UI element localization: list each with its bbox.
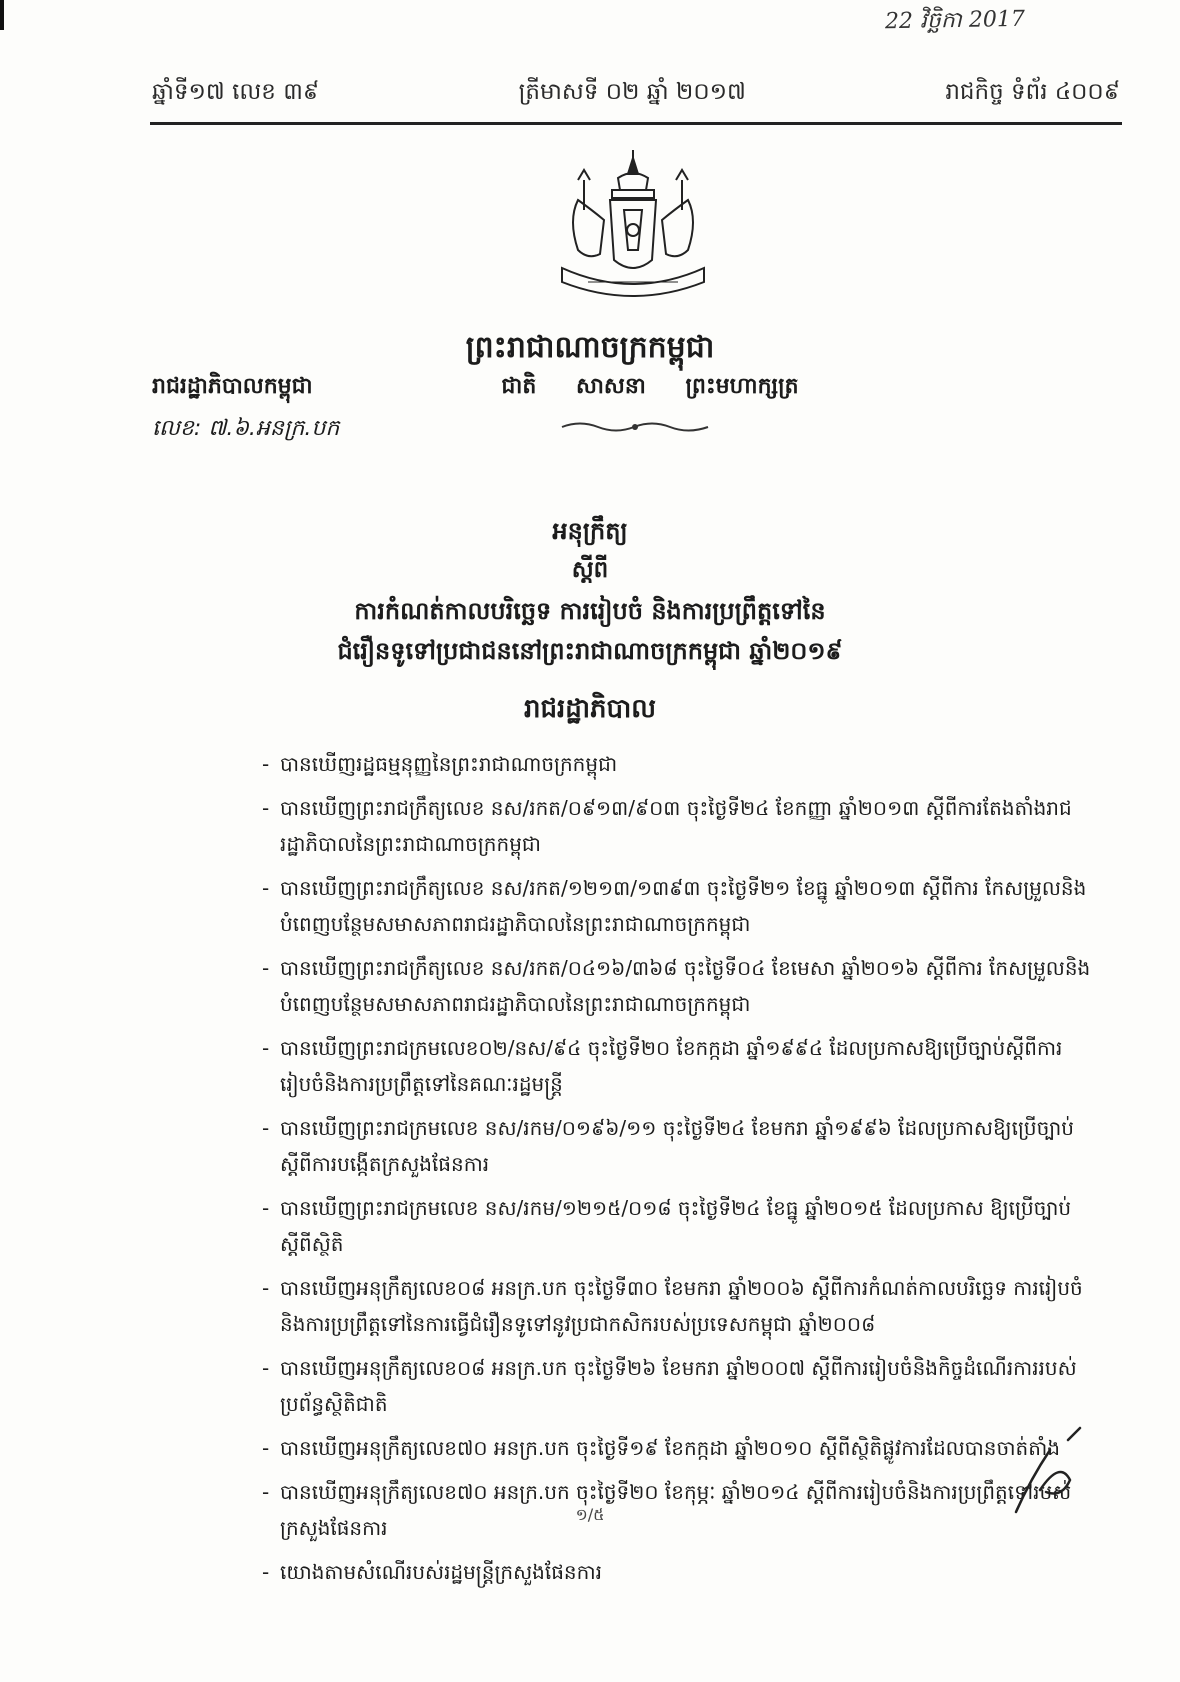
government-name: រាជរដ្ឋាភិបាលកម្ពុជា: [152, 374, 313, 399]
preamble-item: - បានឃើញព្រះរាជក្រឹត្យលេខ នស/រកត/០៩១៣/៩០៣ ចុះថ្ងៃទី២៤ ខែកញ្ញា ឆ្នាំ២០១៣ ស្តីពីការតែងតាំងរាជរដ្ឋាភិបាលនៃព្រះរាជាណាចក្រកម្ពុជា: [262, 790, 1102, 862]
issuer-heading: រាជរដ្ឋាភិបាល: [523, 694, 657, 724]
gazette-header: [152, 78, 1120, 111]
preamble-item: - បានឃើញព្រះរាជក្រឹត្យលេខ នស/រកត/០៤១៦/៣៦៨ ចុះថ្ងៃទី០៤ ខែមេសា ឆ្នាំ២០១៦ ស្តីពីការ កែសម្រួលនិងបំពេញបន្ថែមសមាសភាពរាជរដ្ឋាភិបាលនៃព្រះរាជាណាចក្រកម្ពុជា: [262, 950, 1102, 1022]
preamble-item: - បានឃើញអនុក្រឹត្យលេខ៧០ អនក្រ.បក ចុះថ្ងៃទី១៩ ខែកក្កដា ឆ្នាំ២០១០ ស្តីពីស្ថិតិផ្លូវការដែលបានចាត់តាំង: [262, 1430, 1102, 1466]
preamble-item: - បានឃើញព្រះរាជក្រឹត្យលេខ នស/រកត/១២១៣/១៣៩៣ ចុះថ្ងៃទី២១ ខែធ្នូ ឆ្នាំ២០១៣ ស្តីពីការ កែសម្រួលនិងបំពេញបន្ថែមសមាសភាពរាជរដ្ឋាភិបាលនៃព្រះរាជាណាចក្រកម្ពុជា: [262, 870, 1102, 942]
title-line-2: ជំរឿនទូទៅប្រជាជននៅព្រះរាជាណាចក្រកម្ពុជា ឆ្នាំ២០១៩: [337, 637, 843, 665]
title-about: ស្តីពី: [571, 557, 609, 583]
motto-religion: សាសនា: [575, 374, 646, 399]
gazette-page-ref: រាជកិច្ច ទំព័រ ៤០០៩: [945, 79, 1120, 105]
gazette-year-issue: ឆ្នាំទី១៧ លេខ ៣៩: [152, 79, 320, 105]
royal-coat-of-arms-icon: [548, 150, 718, 310]
gazette-date: ត្រីមាសទី ០២ ឆ្នាំ ២០១៧: [518, 79, 746, 105]
header-rule: [150, 122, 1122, 125]
document-type: អនុក្រឹត្យ: [552, 517, 628, 545]
preamble-item: - បានឃើញអនុក្រឹត្យលេខ៧០ អនក្រ.បក ចុះថ្ងៃទី២០ ខែកុម្ភៈ ឆ្នាំ២០១៤ ស្តីពីការរៀបចំនិងការប្រព្រឹត្តទៅរបស់ក្រសួងផែនការ: [262, 1474, 1102, 1546]
motto-king: ព្រះមហាក្សត្រ: [685, 374, 799, 399]
preamble-item: - បានឃើញព្រះរាជក្រមលេខ នស/រកម/១២១៥/០១៨ ចុះថ្ងៃទី២៤ ខែធ្នូ ឆ្នាំ២០១៥ ដែលប្រកាស ឱ្យប្រើច្បាប់ស្តីពីស្ថិតិ: [262, 1190, 1102, 1262]
preamble-item: - យោងតាមសំណើរបស់រដ្ឋមន្ត្រីក្រសួងផែនការ: [262, 1554, 1102, 1590]
national-motto: [0, 372, 1180, 404]
scan-edge-mark: [0, 0, 4, 30]
document-number: លេខ: ៧.៦.អនក្រ.បក: [152, 416, 340, 441]
preamble-item: - បានឃើញព្រះរាជក្រមលេខ០២/នស/៩៤ ចុះថ្ងៃទី២០ ខែកក្កដា ឆ្នាំ១៩៩៤ ដែលប្រកាសឱ្យប្រើច្បាប់ស្តីពីការរៀបចំនិងការប្រព្រឹត្តទៅនៃគណៈរដ្ឋមន្ត្រី: [262, 1030, 1102, 1102]
page-number: ១/៥: [575, 1505, 605, 1524]
preamble-list: [262, 746, 1102, 1598]
ornament-divider-icon: [560, 420, 710, 434]
kingdom-title: ព្រះរាជាណាចក្រកម្ពុជា: [465, 330, 715, 365]
title-line-1: ការកំណត់កាលបរិច្ឆេទ ការរៀបចំ និងការប្រព្រឹត្តទៅនៃ: [354, 597, 826, 625]
handwritten-date-note: 22 វិច្ឆិកា 2017: [884, 6, 1026, 35]
preamble-item: - បានឃើញព្រះរាជក្រមលេខ នស/រកម/០១៩៦/១១ ចុះថ្ងៃទី២៤ ខែមករា ឆ្នាំ១៩៩៦ ដែលប្រកាសឱ្យប្រើច្បាប់ស្តីពីការបង្កើតក្រសួងផែនការ: [262, 1110, 1102, 1182]
preamble-item: - បានឃើញរដ្ឋធម្មនុញ្ញនៃព្រះរាជាណាចក្រកម្ពុជា: [262, 746, 1102, 782]
preamble-item: - បានឃើញអនុក្រឹត្យលេខ០៨ អនក្រ.បក ចុះថ្ងៃទី២៦ ខែមករា ឆ្នាំ២០០៧ ស្តីពីការរៀបចំនិងកិច្ចដំណើរការរបស់ប្រព័ន្ធស្ថិតិជាតិ: [262, 1350, 1102, 1422]
motto-nation: ជាតិ: [501, 374, 537, 399]
preamble-item: - បានឃើញអនុក្រឹត្យលេខ០៨ អនក្រ.បក ចុះថ្ងៃទី៣០ ខែមករា ឆ្នាំ២០០៦ ស្តីពីការកំណត់កាលបរិច្ឆេទ ការរៀបចំ និងការប្រព្រឹត្តទៅនៃការធ្វើជំរឿនទូទៅនូវប្រជាកសិករបស់ប្រទេសកម្ពុជា ឆ្នាំ២០០៨: [262, 1270, 1102, 1342]
